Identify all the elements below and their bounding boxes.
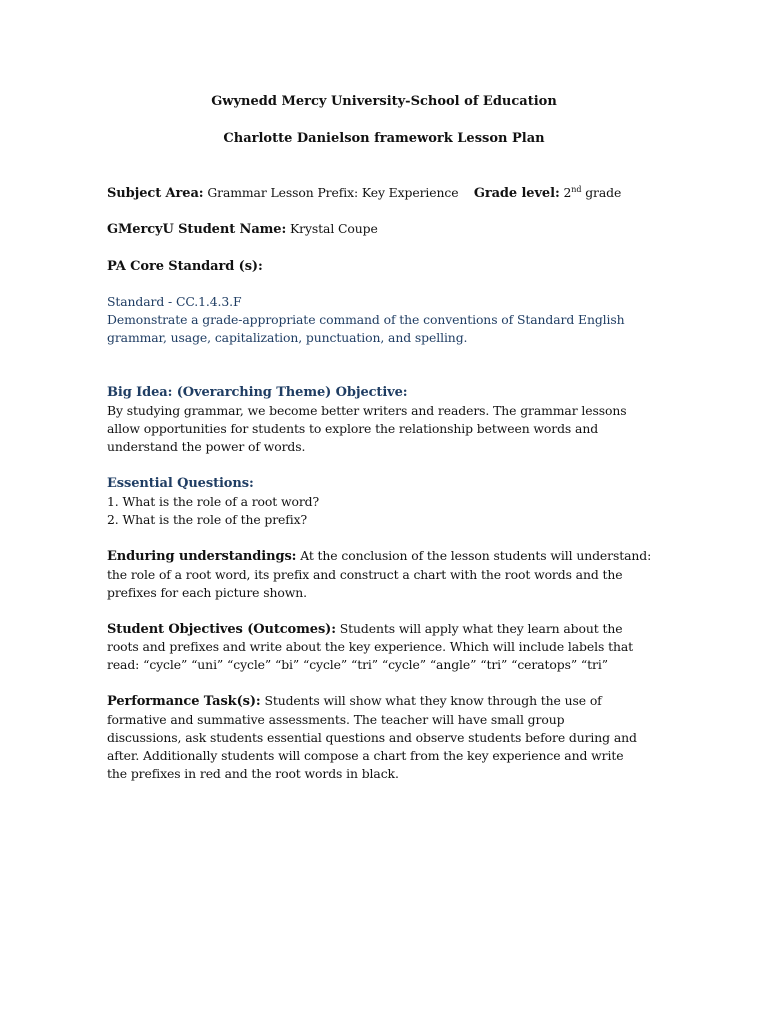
subject-area-label: Subject Area:: [107, 186, 204, 201]
student-objectives-text: Students will apply what they learn about the: [339, 621, 623, 636]
essential-questions-heading-line: [107, 475, 254, 491]
big-idea-line-3: understand the power of words.: [107, 439, 306, 454]
enduring-understandings-text: At the conclusion of the lesson students will understand:: [300, 548, 652, 563]
university-heading: Gwynedd Mercy University-School of Education: [211, 94, 557, 109]
student-objectives-label: Student Objectives (Outcomes):: [107, 622, 336, 637]
lesson-plan-title: Charlotte Danielson framework Lesson Plan: [223, 131, 545, 146]
essential-question-1: 1. What is the role of a root word?: [107, 494, 320, 509]
enduring-understandings-label: Enduring understandings:: [107, 549, 297, 564]
grade-level-label: Grade level:: [473, 186, 560, 201]
performance-task-line-1: [107, 693, 602, 709]
standard-desc-line-1: Demonstrate a grade-appropriate command of the conventions of Standard English: [107, 312, 625, 327]
student-objectives-line-1: [107, 621, 622, 637]
student-name-value: Krystal Coupe: [290, 221, 378, 236]
subject-area-line: [107, 185, 621, 201]
big-idea-line-2: allow opportunities for students to explore the relationship between words and: [107, 421, 599, 436]
essential-question-2: 2. What is the role of the prefix?: [107, 512, 308, 527]
enduring-understandings-line-2: the role of a root word, its prefix and construct a chart with the root words and the: [107, 567, 623, 582]
performance-task-line-4: after. Additionally students will compose a chart from the key experience and write: [107, 748, 624, 763]
pa-core-standard-label: PA Core Standard (s):: [107, 259, 263, 274]
performance-task-text: Students will show what they know through the use of: [264, 693, 602, 708]
standard-code: Standard - CC.1.4.3.F: [107, 294, 242, 309]
student-objectives-line-2: roots and prefixes and write about the key experience. Which will include labels that: [107, 639, 634, 654]
performance-task-line-3: discussions, ask students essential questions and observe students before during and: [107, 730, 637, 745]
big-idea-line-1: By studying grammar, we become better writers and readers. The grammar lessons: [107, 403, 627, 418]
pa-core-standard-line: [107, 258, 263, 274]
performance-task-line-5: the prefixes in red and the root words in black.: [107, 766, 399, 781]
big-idea-label: Big Idea: (Overarching Theme) Objective:: [107, 385, 408, 400]
grade-level-suffix: nd: [571, 185, 582, 194]
performance-task-label: Performance Task(s):: [107, 694, 261, 709]
student-name-label: GMercyU Student Name:: [107, 222, 287, 237]
standard-desc-line-2: grammar, usage, capitalization, punctuation, and spelling.: [107, 330, 468, 345]
grade-level-word: grade: [585, 185, 622, 200]
performance-task-line-2: formative and summative assessments. The teacher will have small group: [107, 712, 565, 727]
enduring-understandings-line-1: [107, 548, 651, 564]
essential-questions-label: Essential Questions:: [107, 476, 254, 491]
student-objectives-line-3: read: “cycle” “uni” “cycle” “bi” “cycle” “tri” “cycle” “angle” “tri” “ceratops” “tri”: [107, 657, 608, 672]
big-idea-heading-line: [107, 384, 408, 400]
subject-area-value: Grammar Lesson Prefix: Key Experience: [207, 185, 459, 200]
enduring-understandings-line-3: prefixes for each picture shown.: [107, 585, 307, 600]
student-name-line: [107, 221, 378, 237]
grade-level-number: 2: [563, 185, 572, 200]
